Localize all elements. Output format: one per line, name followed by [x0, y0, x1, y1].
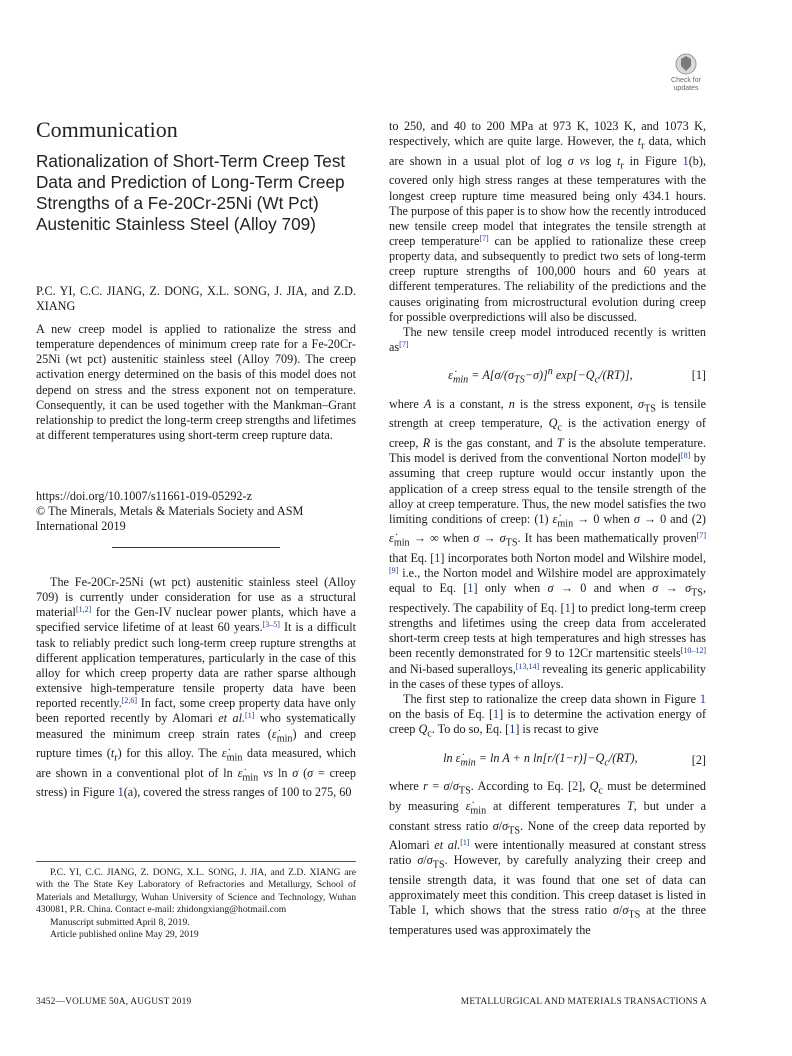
equation-1: $\varepsiloṅ_{min} = A[\sigma/(\sigma_{TS}-\sigma)]^n$ $\exp[-Q_c/(RT)]$, [1]: [448, 366, 706, 386]
equation-2: $\ln \varepsiloṅ_{min} = \ln A + n$ $\ln[r/(1-r)]-Q_c/(RT)$, [2]: [443, 750, 706, 769]
divider: [112, 547, 280, 548]
running-footer-left: 3452—VOLUME 50A, AUGUST 2019: [36, 997, 192, 1007]
equation-1-number: [1]: [691, 368, 706, 383]
running-footer-right: METALLURGICAL AND MATERIALS TRANSACTIONS A: [460, 997, 707, 1007]
intro-paragraph: The Fe-20Cr-25Ni (wt pct) austenitic stainless steel (Alloy 709) is currently under consideration for use as a structural material[1,2] for the Gen-IV nuclear power plants, which have a specified service lifetime of at least 60 years.[3–5] It is a difficult task to reliably predict such long-term creep rupture strengths at different application temperatures, particularly in the case of this alloy for which creep property data are rather sparse although extensive high-temperature tensile property data have been reported recently.[2,6] In fact, some creep property data have only been reported recently by Alomari et al.[1] who systematically measured the minimum creep strain rates $(\varepsiloṅ_{min})$ and creep rupture times $(t_r)$ for this alloy. The $\varepsiloṅ_{min}$ data measured, which are shown in a conventional plot of $\ln \varepsiloṅ_{min}$ vs ln σ (σ = creep stress) in Figure 1(a), covered the stress ranges of 100 to 275, 60: [36, 575, 357, 800]
section-heading: Communication: [36, 117, 178, 142]
badge-label-1: Check for: [671, 77, 701, 84]
author-list: P.C. YI, C.C. JIANG, Z. DONG, X.L. SONG, J. JIA, and Z.D. XIANG: [36, 284, 356, 313]
check-for-updates-icon: [663, 52, 709, 92]
footnote-rule: [36, 861, 356, 862]
doi-link[interactable]: https://doi.org/10.1007/s11661-019-05292-z: [36, 489, 252, 503]
check-for-updates-badge[interactable]: [663, 52, 709, 92]
copyright-line: © The Minerals, Metals & Materials Society and ASM International 2019: [36, 504, 304, 533]
footnote-published: Article published online May 29, 2019: [50, 929, 199, 941]
abstract: [36, 322, 356, 443]
article-title: Rationalization of Short-Term Creep Test Data and Prediction of Long-Term Creep Strengths of a Fe-20Cr-25Ni (Wt Pct) Austenitic Stainless Steel (Alloy 709): [36, 151, 346, 234]
footnote: [36, 867, 356, 941]
badge-label-2: updates: [673, 85, 699, 92]
footnote-submitted: Manuscript submitted April 8, 2019.: [50, 916, 190, 928]
footnote-affiliation: P.C. YI, C.C. JIANG, Z. DONG, X.L. SONG, J. JIA, and Z.D. XIANG are with the The State Key Laboratory of Refractories and Metallurgy, School of Materials and Metallurgy, Wuhan University of Science and Technology, Wuhan 430081, P.R. China. Contact e-mail: zhidongxiang@hotmail.com: [36, 867, 356, 916]
equation-2-number: [2]: [691, 753, 706, 767]
abstract-text: A new creep model is applied to rationalize the stress and temperature dependences of minimum creep rate for a Fe-20Cr-25Ni (wt pct) austenitic stainless steel (Alloy 709). The creep activation energy determined on the basis of this model does not depend on stress and the stress exponent not on temperature. Consequently, it can be used together with the Mankman–Grant relationship to predict the long-term creep strengths and lifetimes at different temperatures using short-term creep rupture data.: [36, 322, 356, 443]
right-column: to 250, and 40 to 200 MPa at 973 K, 1023 K, and 1073 K, respectively, which are quite large. However, the $t_r$ data, which are shown in a usual plot of log σ vs $\log t_r$ in Figure 1(b), covered only high stress ranges at these temperatures with the longest creep rupture time measured being only 434.1 hours. The purpose of this paper is to show how the recently introduced new tensile creep model that integrates the tensile strength at creep temperature[7] can be applied to rationalize these creep property data, and subsequently to predict two sets of long-term creep rupture strengths of 100,000 hours and 60 years at different temperatures. The reliability of the predictions and the causes originating from microstructural evolution during creep for possible overpredictions will also be discussed. The new tensile creep model introduced recently is written as[7] $\varepsiloṅ_{min} = A[\sigma/(\sigma_{TS}-\sigma)]^n$ $\exp[-Q_c/(RT)]$, [1] where A is a constant, n is the stress exponent, $\sigma_{TS}$ is tensile strength at creep temperature, $Q_c$ is the activation energy of creep, R is the gas constant, and T is the absolute temperature. This model is derived from the conventional Norton model[8] by assuming that creep rupture would occur instantly upon the application of a creep stress equal to the tensile strength of the alloy at creep temperature. Thus, the new model satisfies the two limiting conditions of creep: (1) $\varepsiloṅ_{min} \to 0$ when σ → 0 and (2) $\varepsiloṅ_{min}$ → ∞ when $\sigma \to \sigma_{TS}$. It has been mathematically proven[7] that Eq. [1] incorporates both Norton model and Wilshire model,[9] i.e., the Norton model and Wilshire model are approximately equal to Eq. [1] only when σ → 0 and when $\sigma \to \sigma_{TS}$, respectively. The capability of Eq. [1] to predict long-term creep strengths and lifetimes using the creep data from accelerated short-term creep tests at high temperatures and high stresses has been recently demonstrated for 9 to 12Cr martensitic steels[10–12] and Ni-based superalloys,[13,14] revealing its generic applicability in the cases of these types of alloys. The first step to rationalize the creep data shown in Figure 1 on the basis of Eq. [1] is to determine the activation energy of creep $Q_c$. To do so, Eq. [1] is recast to give $\ln \varepsiloṅ_{min} = \ln A + n$ $\ln[r/(1-r)]-Q_c/(RT)$, [2] where $r = \sigma/\sigma_{TS}$. According to Eq. [2], $Q_c$ must be determined by measuring $\varepsiloṅ_{min}$ at different temperatures T, but under a constant stress ratio $\sigma/\sigma_{TS}$. None of the creep data reported by Alomari et al.[1] were intentionally measured at constant stress ratio $\sigma/\sigma_{TS}$. However, by carefully analyzing their creep and tensile strength data, it was found that one set of data can approximately meet this condition. This creep dataset is listed in Table I, which shows that the stress ratio $\sigma/\sigma_{TS}$ at the three temperatures used was approximately the: [389, 119, 707, 937]
